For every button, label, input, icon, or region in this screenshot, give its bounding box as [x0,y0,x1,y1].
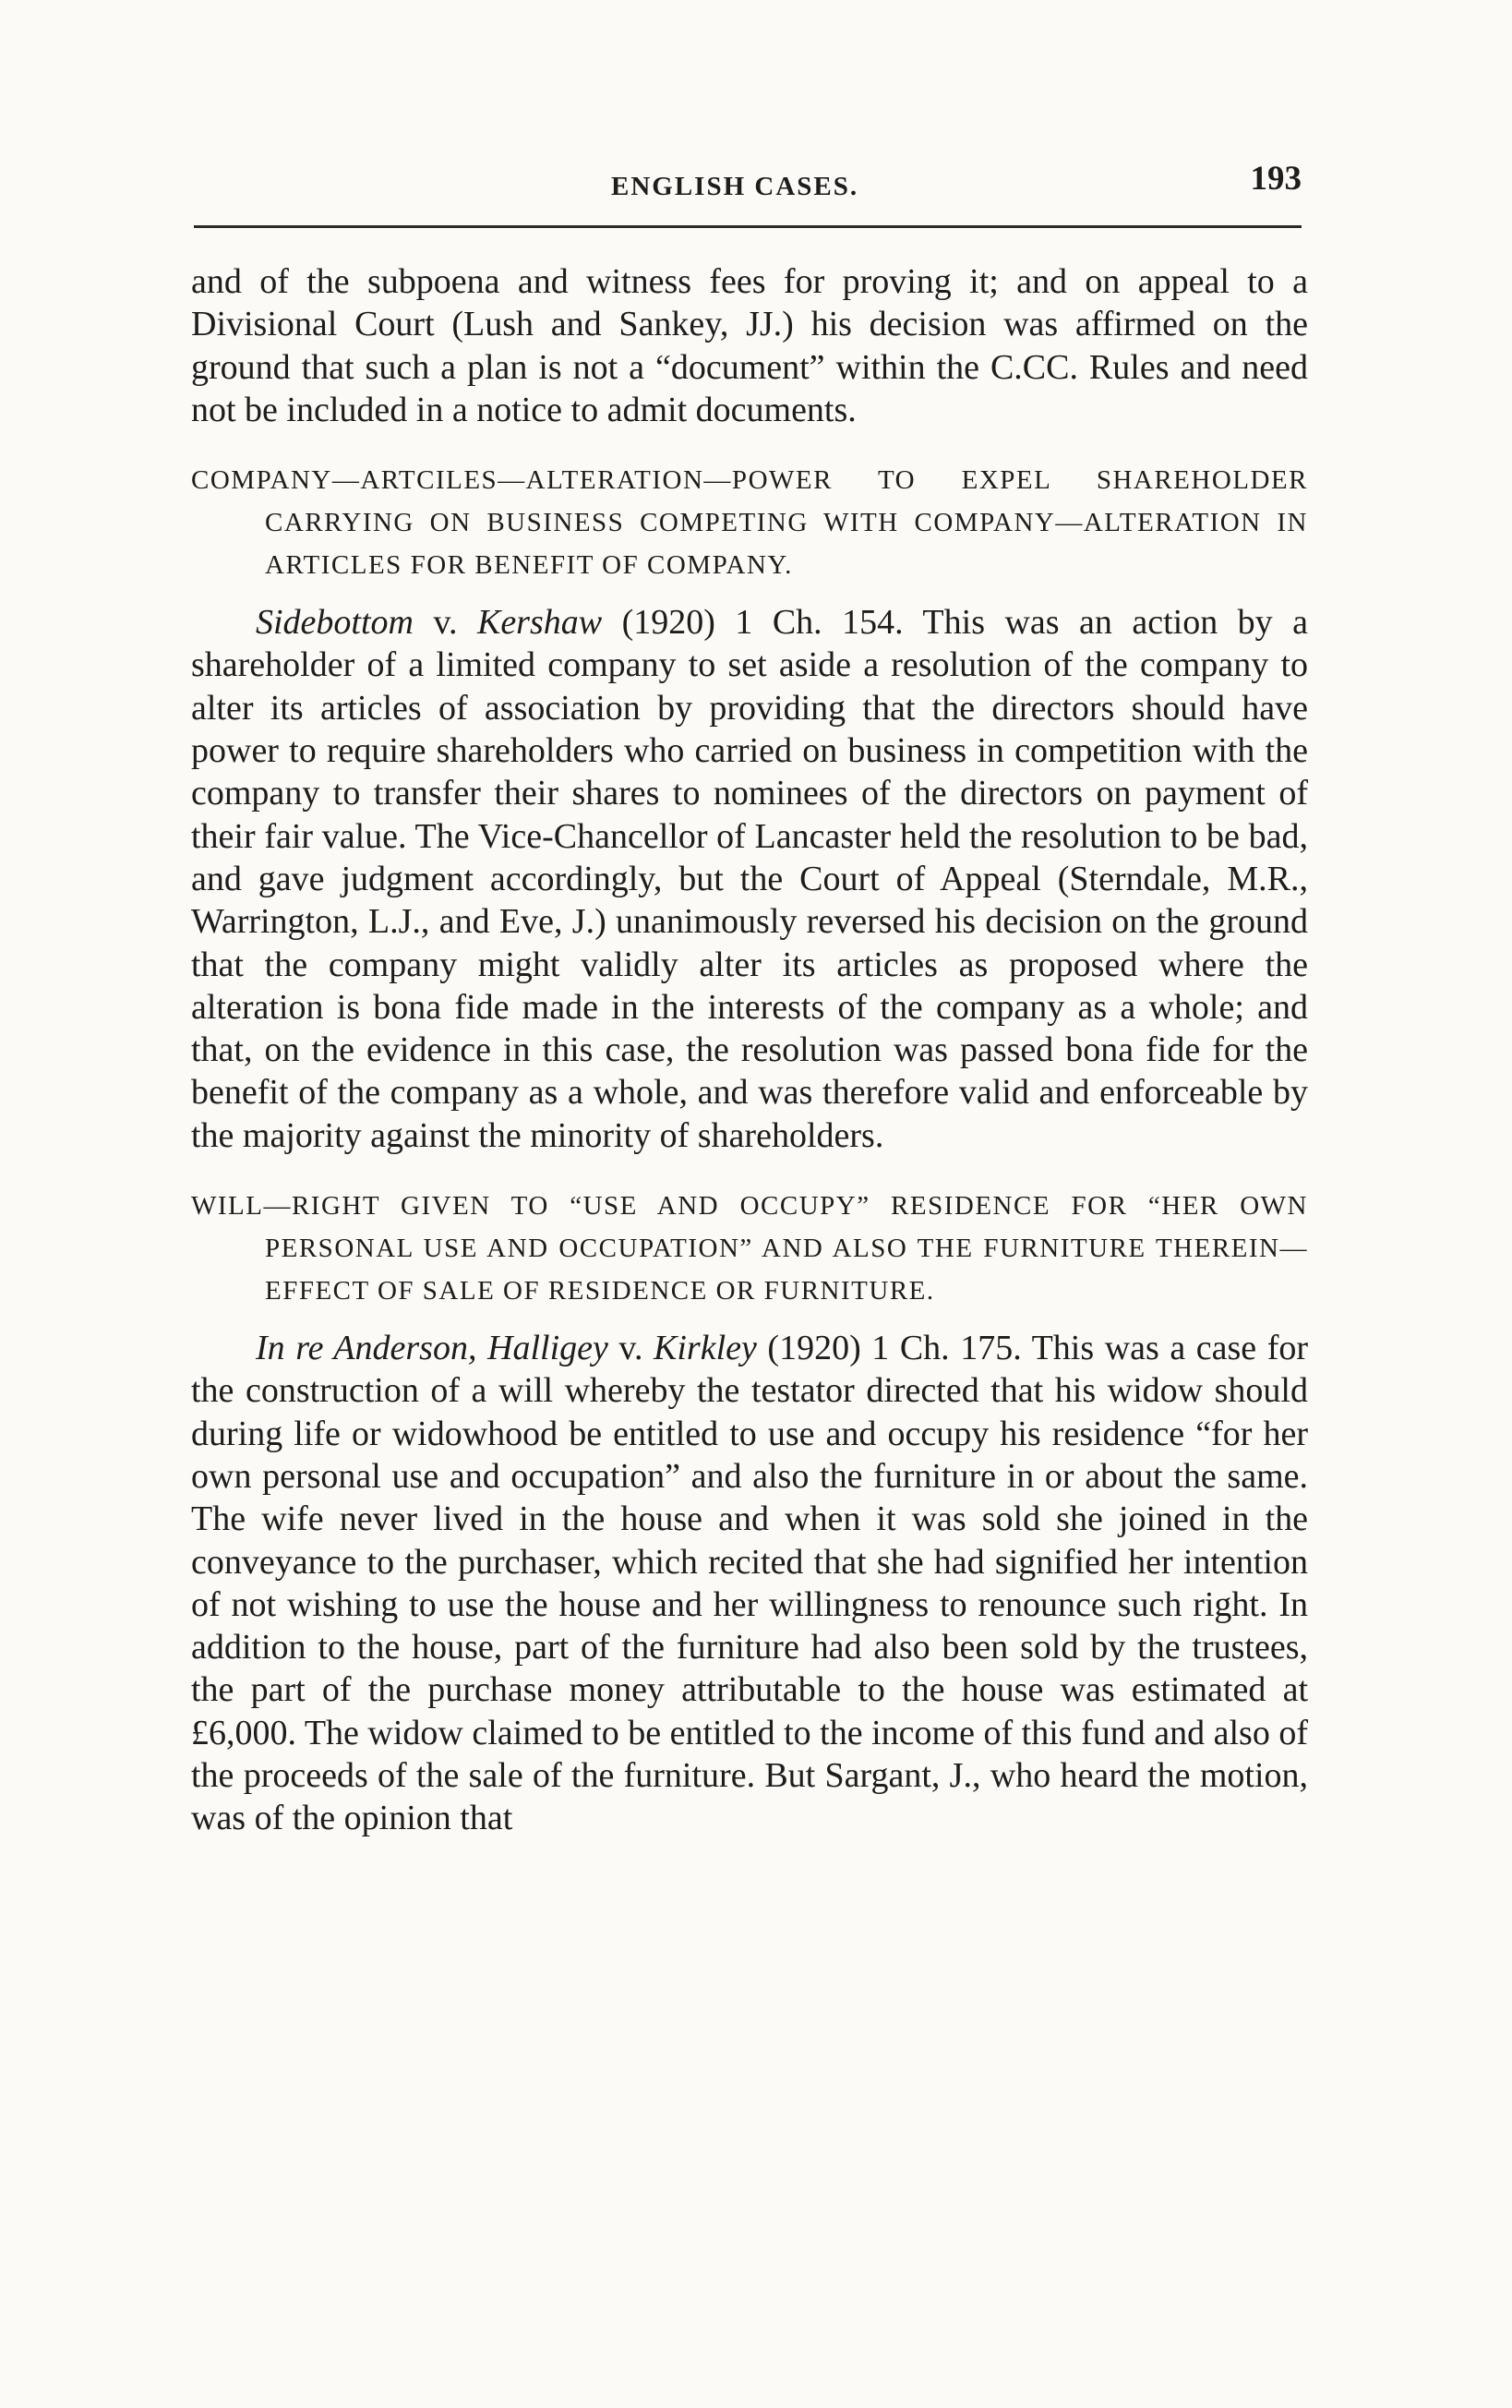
case-citation: (1920) 1 Ch. 175. [756,1329,1032,1368]
case-title: In re Anderson, Halligey [256,1329,608,1368]
page-number: 193 [1250,160,1302,198]
case-versus: v. [607,1329,654,1368]
case-paragraph-anderson [191,1327,1308,1840]
case-body: This was an action by a shareholder of a limited company to set aside a resolution of the company to alter its articles of association by providing that the directors should have power to require shareholders who carried on business in competition with the company to transfer their shares to nominees of the directors on payment of their fair value. The Vice-Chancellor of Lancaster held the resolution to be bad, and gave judgment accordingly, but the Court of Appeal (Sterndale, M.R., Warrington, L.J., and Eve, J.) unanimously reversed his decision on the ground that the company might validly alter its articles as proposed where the alteration is bona fide made in the interests of the company as a whole; and that, on the evidence in this case, the resolution was passed bona fide for the benefit of the company as a whole, and was therefore valid and enforceable by the majority against the minority of shareholders. [191,603,1308,1155]
section-heading-company: COMPANY—ARTCILES—ALTERATION—POWER TO EXPEL SHAREHOLDER CARRYING ON BUSINESS COMPETING WITH COMPANY—ALTERATION IN ARTICLES FOR BENEFIT OF COMPANY. [191,465,1308,581]
case-party: Kershaw [476,603,603,643]
running-head [194,155,1302,220]
header-rule [194,225,1302,228]
section-heading-will: WILL—RIGHT GIVEN TO “USE AND OCCUPY” RESIDENCE FOR “HER OWN PERSONAL USE AND OCCUPATION” AND ALSO THE FURNITURE THEREIN—EFFECT OF SALE OF RESIDENCE OR FURNITURE. [191,1191,1308,1306]
case-paragraph-sidebottom [191,601,1308,1157]
body-text [191,260,1308,1840]
case-body: This was a case for the construction of a will whereby the testator directed that his widow should during life or widowhood be entitled to use and occupy his residence “for her own personal use and occupation” and also the furniture in or about the same. The wife never lived in the house and when it was sold she joined in the conveyance to the purchaser, which recited that she had signified her intention of not wishing to use the house and her willingness to renounce such right. In addition to the house, part of the furniture had also been sold by the trustees, the part of the purchase money attributable to the house was estimated at £6,000. The widow claimed to be entitled to the income of this fund and also of the proceeds of the sale of the furniture. But Sargant, J., who heard the motion, was of the opinion that [191,1329,1309,1838]
case-versus: v. [413,603,477,643]
case-party: Kirkley [654,1329,757,1368]
running-title: ENGLISH CASES. [611,172,859,201]
case-title: Sidebottom [256,603,414,643]
continuation-paragraph: and of the subpoena and witness fees for proving it; and on appeal to a Divisional Court (Lush and Sankey, JJ.) his decision was affirmed on the ground that such a plan is not a “document” within the C.CC. Rules and need not be included in a notice to admit documents. [191,262,1308,429]
case-citation: (1920) 1 Ch. 154. [602,603,923,643]
